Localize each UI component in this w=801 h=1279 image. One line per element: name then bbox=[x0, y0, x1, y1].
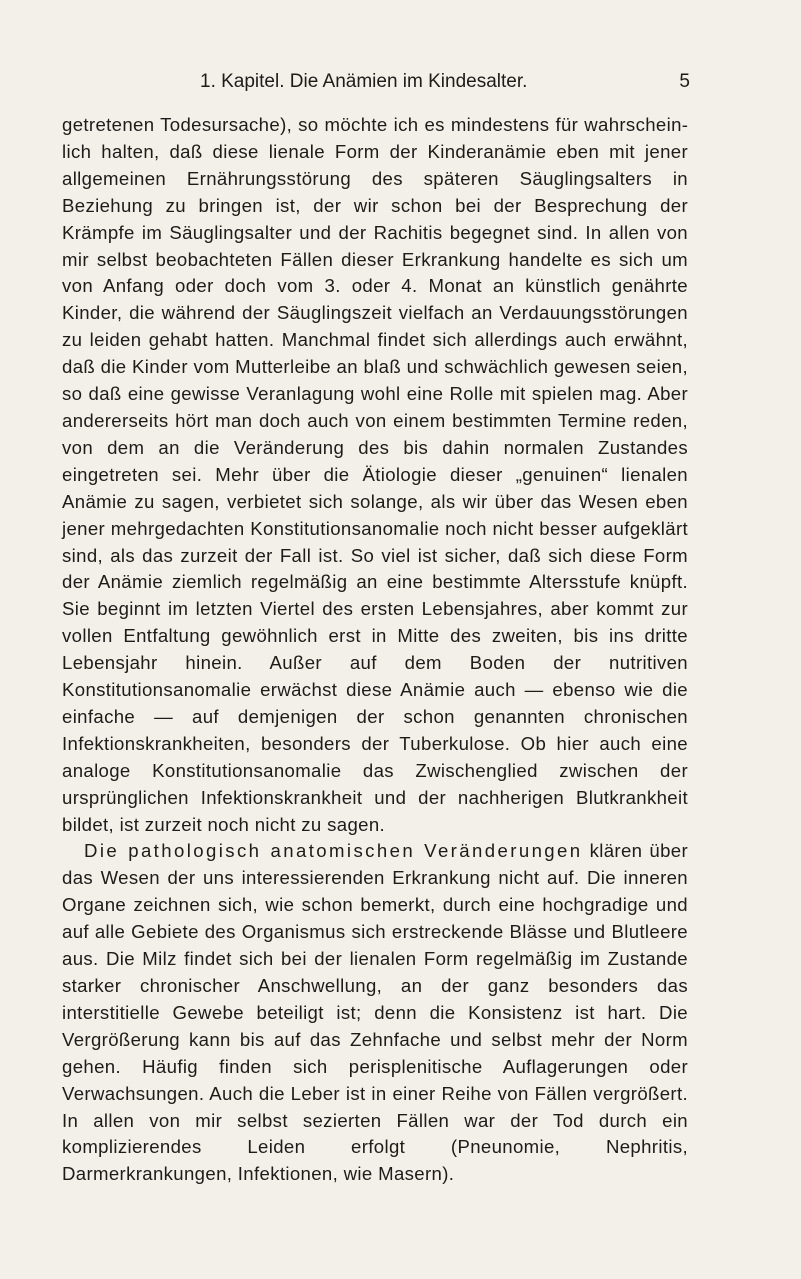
body-text bbox=[62, 112, 688, 1188]
page-number: 5 bbox=[679, 71, 690, 92]
spaced-emphasis: Die pathologisch anatomischen Veränderungen bbox=[84, 840, 583, 862]
paragraph-2 bbox=[62, 838, 688, 1188]
running-header bbox=[200, 67, 690, 97]
paragraph-1: getretenen Todesursache), so möchte ich es mindestens für wahrscheinlich halten, daß diese lienale Form der Kinderanämie eben mit jener allgemeinen Ernährungsstörung des späteren Säuglingsalters in Beziehung zu bringen ist, der wir schon bei der Besprechung der Krämpfe im Säuglingsalter und der Rachitis begegnet sind. In allen von mir selbst beobachteten Fällen dieser Erkrankung handelte es sich um von Anfang oder doch vom 3. oder 4. Monat an künstlich genährte Kinder, die während der Säuglingszeit vielfach an Verdauungsstörungen zu leiden gehabt hatten. Manchmal findet sich allerdings auch erwähnt, daß die Kinder vom Mutterleibe an blaß und schwächlich gewesen seien, so daß eine gewisse Veranlagung wohl eine Rolle mit spielen mag. Aber andererseits hört man doch auch von einem bestimmten Termine reden, von dem an die Veränderung des bis dahin normalen Zustandes eingetreten sei. Mehr über die Ätiologie dieser „genuinen“ lienalen Anämie zu sagen, verbietet sich solange, als wir über das Wesen eben jener mehrgedachten Konstitutionsanomalie noch nicht besser aufgeklärt sind, als das zurzeit der Fall ist. So viel ist sicher, daß sich diese Form der Anämie ziemlich regelmäßig an eine bestimmte Altersstufe knüpft. Sie beginnt im letzten Viertel des ersten Lebensjahres, aber kommt zur vollen Entfaltung gewöhnlich erst in Mitte des zweiten, bis ins dritte Lebensjahr hinein. Außer auf dem Boden der nutritiven Konstitutionsanomalie erwächst diese Anämie auch — ebenso wie die einfache — auf demjenigen der schon genannten chronischen Infektionskrankheiten, besonders der Tuberkulose. Ob hier auch eine analoge Konstitutionsanomalie das Zwischenglied zwischen der ursprünglichen Infektionskrankheit und der nachherigen Blutkrankheit bildet, ist zurzeit noch nicht zu sagen. bbox=[62, 114, 688, 835]
chapter-title: 1. Kapitel. Die Anämien im Kindesalter. bbox=[200, 71, 528, 92]
paragraph-2-text: klären über das Wesen der uns interessierenden Erkrankung nicht auf. Die inneren Organe zeichnen sich, wie schon bemerkt, durch eine hochgradige und auf alle Gebiete des Organismus sich erstreckende Blässe und Blutleere aus. Die Milz findet sich bei der lienalen Form regelmäßig im Zustande starker chronischer Anschwellung, an der ganz besonders das interstitielle Gewebe beteiligt ist; denn die Konsistenz ist hart. Die Vergrößerung kann bis auf das Zehnfache und selbst mehr der Norm gehen. Häufig finden sich perisplenitische Auflagerungen oder Verwachsungen. Auch die Leber ist in einer Reihe von Fällen vergrößert. In allen von mir selbst sezierten Fällen war der Tod durch ein komplizierendes Leiden erfolgt (Pneunomie, Nephritis, Darmerkrankungen, Infektionen, wie Masern). bbox=[62, 840, 688, 1185]
